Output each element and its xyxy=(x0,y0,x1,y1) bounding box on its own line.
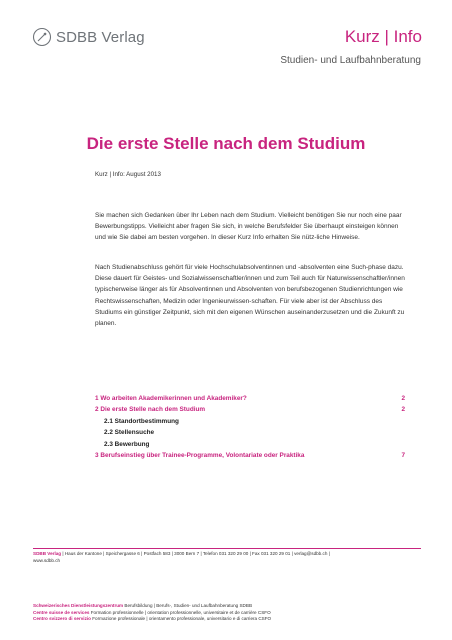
logo-text: SDBB Verlag xyxy=(56,28,145,46)
toc-label: 2.2 Stellensuche xyxy=(104,429,155,437)
toc-entry[interactable] xyxy=(95,450,405,461)
toc-label: 3 Berufseinstieg über Trainee-Programme, Volontariate oder Praktika xyxy=(95,451,305,459)
toc-entry[interactable] xyxy=(95,393,405,404)
footer-org-line xyxy=(33,610,421,617)
footer-org-text: Formazione professionale | orientamento professionale, universitario e di carriera CSFO xyxy=(90,616,272,622)
toc-entry[interactable] xyxy=(95,416,405,427)
toc-entry[interactable] xyxy=(95,427,405,438)
brand-subtitle: Studien- und Laufbahnberatung xyxy=(280,55,421,66)
toc-entry[interactable] xyxy=(95,404,405,415)
dateline: Kurz | Info: August 2013 xyxy=(95,171,161,178)
table-of-contents xyxy=(95,393,405,461)
toc-label: 1 Wo arbeiten Akademikerinnen und Akademiker? xyxy=(95,395,247,402)
toc-page: 2 xyxy=(401,406,405,414)
brand-title: Kurz | Info xyxy=(344,27,422,46)
body-paragraph: Nach Studienabschluss gehört für viele Hochschulabsolventinnen und -absolventen eine Such-phase dazu. Diese dauert für Geistes- und Sozialwissenschaftler/innen und zum Teil auch für Naturwissenschaftler/innen typischerweise länger als für Absolventinnen und Absolventen von berufsbezogenen Studienrichtungen wie Rechtswissenschaften, Medizin oder Ingenieurwissen-schaften. Für viele aber ist der Abschluss des Studiums ein günstiger Zeitpunkt, sich mit den eigenen Wünschen auseinanderzusetzen und die Zukunft zu planen. xyxy=(95,264,405,328)
footer-address xyxy=(33,551,421,565)
footer-address-text: | Haus der Kantone | Speichergasse 6 | Postfach 583 | 3000 Bern 7 | Telefon 031 320 29 00 | Fax 031 320 29 01 | verlag@sdbb.ch | xyxy=(61,551,330,556)
toc-label: 2.3 Bewerbung xyxy=(104,440,150,448)
footer-org-text: Formation professionnelle | orientation professionnelle, universitaire et de carrière CSFO xyxy=(89,609,271,615)
footer-org-line xyxy=(33,616,421,623)
footer-org-name: Centre suisse de services xyxy=(33,609,90,615)
sdbb-logo xyxy=(32,27,145,47)
footer-org-name: Schweizerisches Dienstleistungszentrum xyxy=(33,603,124,608)
toc-page: 7 xyxy=(401,451,405,459)
footer-web-link[interactable]: www.sdbb.ch xyxy=(33,557,61,563)
footer-org-line xyxy=(33,603,421,610)
toc-label: 2.1 Standortbestimmung xyxy=(104,417,179,425)
footer-org: SDBB Verlag xyxy=(33,551,62,556)
toc-label: 2 Die erste Stelle nach dem Studium xyxy=(95,406,206,414)
document-title: Die erste Stelle nach dem Studium xyxy=(86,134,366,153)
compass-logo-icon xyxy=(32,27,52,47)
footer-organizations xyxy=(33,603,421,623)
footer-divider xyxy=(33,548,421,549)
toc-page: 2 xyxy=(401,395,405,402)
footer-org-name: Centro svizzero di servizio xyxy=(33,616,91,622)
footer-org-text: Berufsbildung | Berufs-, Studien- und Laufbahnberatung SDBB xyxy=(123,603,253,608)
intro-paragraph: Sie machen sich Gedanken über Ihr Leben nach dem Studium. Vielleicht benötigen Sie nur noch eine paar Bewerbungstipps. Vielleicht aber fragen Sie sich, in welche Berufsfelder Sie überhaupt einsteigen können und wie Sie dabei am besten vorgehen. In dieser Kurz Info erhalten Sie nütz-liche Hinweise. xyxy=(95,212,402,242)
toc-entry[interactable] xyxy=(95,439,405,450)
